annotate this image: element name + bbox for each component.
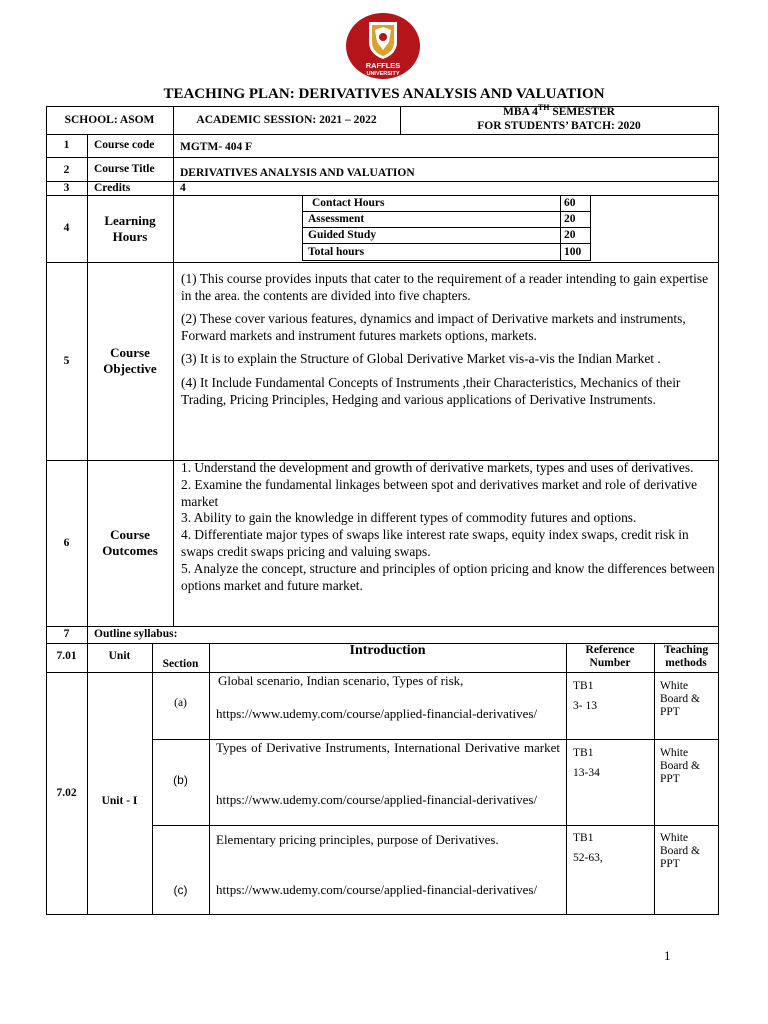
reference-header: Reference Number bbox=[585, 644, 635, 669]
hours-label: Contact Hours bbox=[312, 197, 385, 209]
section-link[interactable]: https://www.udemy.com/course/applied-financial-derivatives/ bbox=[216, 792, 538, 807]
svg-text:UNIVERSITY: UNIVERSITY bbox=[366, 71, 400, 77]
course-title-label: Course Title bbox=[94, 163, 155, 175]
course-objective-label: Course Objective bbox=[103, 345, 157, 376]
row-num: 4 bbox=[63, 222, 70, 234]
teaching-method: White Board & PPT bbox=[660, 680, 700, 718]
row-num: 2 bbox=[63, 164, 70, 176]
reference-number: TB1 bbox=[573, 680, 594, 692]
teaching-method: White Board & PPT bbox=[660, 747, 700, 785]
section-link[interactable]: https://www.udemy.com/course/applied-financial-derivatives/ bbox=[216, 706, 538, 721]
outcome-item: 1. Understand the development and growth of derivative markets, types and uses of derivatives. bbox=[181, 460, 694, 475]
objective-item: (2) These cover various features, dynamics and impact of Derivative markets and instruments, Forward markets and instrument futures markets options, markets. bbox=[181, 311, 686, 343]
outcome-item: 2. Examine the fundamental linkages between spot and derivatives market and role of derivative market bbox=[181, 476, 698, 509]
section-label: (b) bbox=[173, 773, 188, 787]
svg-text:RAFFLES: RAFFLES bbox=[365, 61, 401, 70]
reference-number: 13-34 bbox=[573, 767, 600, 779]
session-label: ACADEMIC SESSION: 2021 – 2022 bbox=[196, 114, 377, 126]
course-outcomes-label: Course Outcomes bbox=[102, 527, 158, 558]
teaching-method: White Board & PPT bbox=[660, 832, 700, 870]
row-num: 7 bbox=[63, 628, 70, 640]
reference-number: TB1 bbox=[573, 832, 594, 844]
section-label: (a) bbox=[174, 697, 187, 709]
unit-name: Unit - I bbox=[101, 795, 138, 807]
outcome-item: 5. Analyze the concept, structure and principles of option pricing and know the differences between options market and future market. bbox=[181, 560, 715, 593]
section-topic: Elementary pricing principles, purpose of Derivatives. bbox=[216, 832, 499, 847]
school-label: SCHOOL: ASOM bbox=[64, 114, 155, 126]
unit-header: Unit bbox=[108, 650, 131, 662]
course-title-value: DERIVATIVES ANALYSIS AND VALUATION bbox=[180, 167, 415, 179]
objective-item: (1) This course provides inputs that cater to the requirement of a reader intending to gain expertise in the area. the contents are divided into five chapters. bbox=[181, 271, 709, 303]
objective-item: (4) It Include Fundamental Concepts of Instruments ,their Characteristics, Mechanics of their Trading, Pricing Principles, Hedging and various applications of Derivative Instruments. bbox=[181, 374, 681, 407]
course-code-value: MGTM- 404 F bbox=[180, 141, 253, 153]
row-num: 3 bbox=[63, 182, 70, 194]
teaching-header: Teaching methods bbox=[663, 644, 709, 669]
batch-label: FOR STUDENTS’ BATCH: 2020 bbox=[477, 120, 641, 132]
hours-label: Total hours bbox=[308, 246, 365, 258]
section-header: Section bbox=[162, 658, 199, 670]
section-link[interactable]: https://www.udemy.com/course/applied-financial-derivatives/ bbox=[216, 882, 538, 897]
reference-number: TB1 bbox=[573, 747, 594, 759]
reference-number: 52-63, bbox=[573, 852, 603, 864]
section-label: (c) bbox=[173, 883, 188, 897]
page-number: 1 bbox=[664, 948, 671, 963]
page-title: TEACHING PLAN: DERIVATIVES ANALYSIS AND VALUATION bbox=[163, 86, 605, 102]
hours-label: Assessment bbox=[308, 213, 365, 225]
topic-header: Introduction bbox=[349, 643, 426, 658]
credits-value: 4 bbox=[180, 182, 186, 194]
course-objectives bbox=[181, 271, 713, 415]
hours-label: Guided Study bbox=[308, 229, 377, 241]
syllabus-num: 7.01 bbox=[56, 650, 77, 662]
course-outcomes bbox=[181, 460, 715, 594]
row-num: 6 bbox=[63, 537, 70, 549]
hours-value: 100 bbox=[564, 246, 582, 258]
outcome-item: 3. Ability to gain the knowledge in different types of commodity futures and options. bbox=[181, 510, 637, 526]
reference-number: 3- 13 bbox=[573, 700, 597, 712]
section-topic: Global scenario, Indian scenario, Types of risk, bbox=[218, 673, 464, 688]
row-num: 5 bbox=[63, 355, 70, 367]
learning-hours-label: Learning Hours bbox=[104, 213, 156, 244]
credits-label: Credits bbox=[94, 182, 131, 194]
outline-syllabus-label: Outline syllabus: bbox=[94, 628, 178, 640]
unit-row-num: 7.02 bbox=[56, 787, 77, 799]
objective-item: (3) It is to explain the Structure of Global Derivative Market vis-a-vis the Indian Market . bbox=[181, 351, 661, 367]
section-topic: Types of Derivative Instruments, International Derivative market bbox=[216, 740, 560, 755]
hours-value: 20 bbox=[564, 213, 576, 225]
outcome-item: 4. Differentiate major types of swaps like interest rate swaps, equity index swaps, credit risk in swaps credit swaps pricing and valuing swaps. bbox=[181, 527, 689, 559]
raffles-university-logo bbox=[345, 12, 421, 80]
hours-value: 60 bbox=[564, 197, 576, 209]
row-num: 1 bbox=[63, 139, 70, 151]
course-code-label: Course code bbox=[94, 139, 155, 151]
hours-value: 20 bbox=[564, 229, 576, 241]
semester-label: MBA 4TH SEMESTER bbox=[503, 103, 615, 118]
